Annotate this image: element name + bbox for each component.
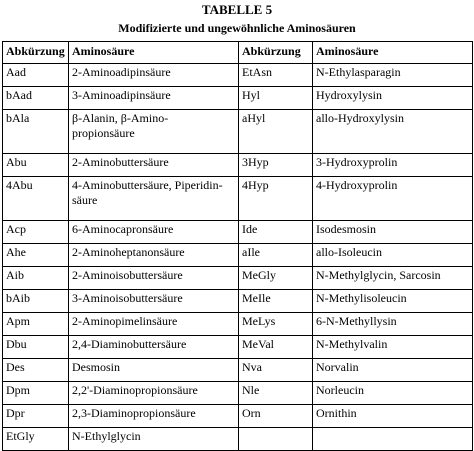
amino-acid-cell: Ornithin <box>313 405 473 428</box>
amino-acid-cell: 2,2'-Diaminopropionsäure <box>69 382 239 405</box>
abbreviation-cell: MeIle <box>239 290 313 313</box>
header-amino-acid-2: Aminosäure <box>313 42 473 64</box>
abbreviation-cell: 3Hyp <box>239 154 313 177</box>
abbreviation-cell: 4Hyp <box>239 177 313 221</box>
table-row <box>3 359 473 382</box>
table-row <box>3 221 473 244</box>
abbreviation-cell: bAla <box>3 110 69 154</box>
amino-acid-cell: N-Ethylglycin <box>69 428 239 451</box>
amino-acid-cell: Norvalin <box>313 359 473 382</box>
abbreviation-cell: Nle <box>239 382 313 405</box>
header-abbreviation-1: Abkürzung <box>3 42 69 64</box>
table-row <box>3 64 473 87</box>
amino-acid-table <box>2 41 473 451</box>
abbreviation-cell: Acp <box>3 221 69 244</box>
amino-acid-cell: 2-Aminopimelinsäure <box>69 313 239 336</box>
abbreviation-cell: Orn <box>239 405 313 428</box>
amino-acid-cell: allo-Isoleucin <box>313 244 473 267</box>
amino-acid-cell: 2,4-Diaminobuttersäure <box>69 336 239 359</box>
abbreviation-cell: aIle <box>239 244 313 267</box>
amino-acid-cell: N-Methylvalin <box>313 336 473 359</box>
amino-acid-cell: Norleucin <box>313 382 473 405</box>
amino-acid-cell: N-Ethylasparagin <box>313 64 473 87</box>
abbreviation-cell: MeVal <box>239 336 313 359</box>
amino-acid-cell: 3-Aminoisobuttersäure <box>69 290 239 313</box>
amino-acid-cell: 6-N-Methyllysin <box>313 313 473 336</box>
abbreviation-cell: EtGly <box>3 428 69 451</box>
abbreviation-cell: MeGly <box>239 267 313 290</box>
amino-acid-cell: Isodesmosin <box>313 221 473 244</box>
amino-acid-cell: 3-Hydroxyprolin <box>313 154 473 177</box>
amino-acid-cell <box>313 428 473 451</box>
abbreviation-cell: Des <box>3 359 69 382</box>
amino-acid-cell: Hydroxylysin <box>313 87 473 110</box>
abbreviation-cell: Aad <box>3 64 69 87</box>
abbreviation-cell: 4Abu <box>3 177 69 221</box>
amino-acid-cell: 2-Aminoheptanonsäure <box>69 244 239 267</box>
amino-acid-cell: 2-Aminobuttersäure <box>69 154 239 177</box>
abbreviation-cell: Nva <box>239 359 313 382</box>
amino-acid-cell: 4-Hydroxyprolin <box>313 177 473 221</box>
abbreviation-cell: MeLys <box>239 313 313 336</box>
abbreviation-cell: bAib <box>3 290 69 313</box>
table-title: TABELLE 5 <box>201 2 273 17</box>
table-row <box>3 110 473 154</box>
abbreviation-cell: EtAsn <box>239 64 313 87</box>
table-row <box>3 177 473 221</box>
header-amino-acid-1: Aminosäure <box>69 42 239 64</box>
abbreviation-cell: Ide <box>239 221 313 244</box>
header-abbreviation-2: Abkürzung <box>239 42 313 64</box>
amino-acid-cell: β-Alanin, β-Amino- propionsäure <box>69 110 239 154</box>
table-row <box>3 382 473 405</box>
table-row <box>3 267 473 290</box>
abbreviation-cell: Hyl <box>239 87 313 110</box>
table-row <box>3 154 473 177</box>
abbreviation-cell: Dbu <box>3 336 69 359</box>
amino-acid-cell: 3-Aminoadipinsäure <box>69 87 239 110</box>
table-row <box>3 336 473 359</box>
table-row <box>3 428 473 451</box>
abbreviation-cell: Ahe <box>3 244 69 267</box>
abbreviation-cell: Abu <box>3 154 69 177</box>
abbreviation-cell: Dpm <box>3 382 69 405</box>
header-row <box>3 42 473 64</box>
amino-acid-cell: Desmosin <box>69 359 239 382</box>
amino-acid-cell: 4-Aminobuttersäure, Piperidin- säure <box>69 177 239 221</box>
abbreviation-cell: Dpr <box>3 405 69 428</box>
abbreviation-cell: Apm <box>3 313 69 336</box>
abbreviation-cell <box>239 428 313 451</box>
abbreviation-cell: Aib <box>3 267 69 290</box>
table-row <box>3 87 473 110</box>
amino-acid-cell: 6-Aminocapronsäure <box>69 221 239 244</box>
table-row <box>3 405 473 428</box>
amino-acid-cell: 2-Aminoisobuttersäure <box>69 267 239 290</box>
abbreviation-cell: aHyl <box>239 110 313 154</box>
amino-acid-cell: 2,3-Diaminopropionsäure <box>69 405 239 428</box>
amino-acid-cell: N-Methylglycin, Sarcosin <box>313 267 473 290</box>
table-subtitle: Modifizierte und ungewöhnliche Aminosäuren <box>118 21 356 35</box>
amino-acid-cell: 2-Aminoadipinsäure <box>69 64 239 87</box>
abbreviation-cell: bAad <box>3 87 69 110</box>
amino-acid-cell: allo-Hydroxylysin <box>313 110 473 154</box>
table-row <box>3 290 473 313</box>
table-row <box>3 244 473 267</box>
amino-acid-cell: N-Methylisoleucin <box>313 290 473 313</box>
table-row <box>3 313 473 336</box>
